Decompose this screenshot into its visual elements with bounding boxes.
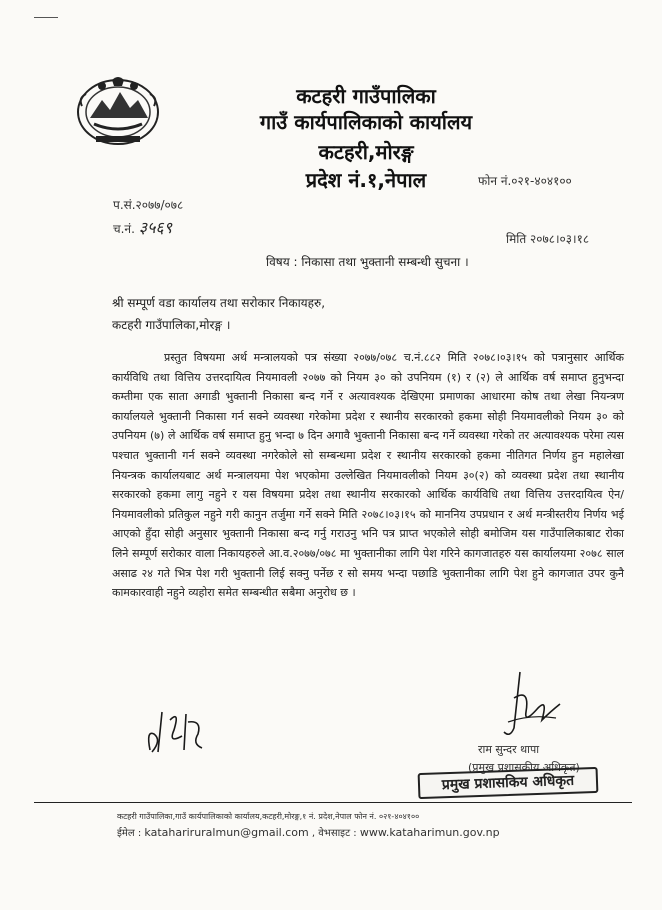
office-name: कटहरी गाउँपालिका <box>296 84 436 108</box>
reference-number: प.सं.२०७७/०७८ <box>113 198 184 212</box>
letter-date: मिति २०७८।०३।१८ <box>506 232 590 246</box>
official-stamp: प्रमुख प्रशासकिय अधिकृत <box>418 767 599 799</box>
footer-contact <box>117 825 500 839</box>
dispatch-number <box>113 216 172 238</box>
website-link[interactable]: www.kataharimun.gov.np <box>359 826 500 839</box>
office-location: कटहरी,मोरङ्ग <box>318 140 414 164</box>
footer-divider <box>34 802 632 803</box>
website-label: , वेभसाइट : <box>311 828 357 839</box>
office-phone: फोन नं.०२१-४०४१०० <box>478 174 572 188</box>
signature-mark <box>490 668 570 746</box>
letter-body: प्रस्तुत विषयमा अर्थ मन्त्रालयको पत्र संख्या २०७७/०७८ च.नं.८८२ मिति २०७८।०३।१५ को पत्रानुसार आर्थिक कार्यविधि तथा वित्तिय उत्तरदायित्व नियमावली २०७७ को नियम ३० को उपनियम (१) र (२) ले आर्थिक वर्ष समाप्त हुनुभन्दा कम्तीमा एक साता अगाडी भुक्तानी निकासा बन्द गर्ने र अत्यावश्यक देखिएमा प्रमाणका आधारमा कोष तथा लेखा नियन्त्रण कार्यालयले भुक्तानी निकासा गर्न सक्ने व्यवस्था गरेकोमा प्रदेश र स्थानीय सरकारको हकमा सोही नियमावलीको नियम ३० को उपनियम (७) ले आर्थिक वर्ष समाप्त हुनु भन्दा ७ दिन अगावै भुक्तानी निकासा बन्द गर्ने व्यवस्था गरेको तर अत्यावश्यक परेमा त्यस पश्चात भुक्तानी गर्न सक्ने व्यवस्था नगरेकोले सो सम्बन्धमा प्रदेश र स्थानीय सरकारको हकमा नीतिगत निर्णय हुन महालेखा नियन्त्रक कार्यालयबाट अर्थ मन्त्रालयमा पेश भएकोमा उल्लेखित नियमावलीको नियम ३०(२) को व्यवस्था प्रदेश तथा स्थानीय सरकारको हकमा लागु नहुने र यस विषयमा प्रदेश तथा स्थानीय सरकारको आर्थिक कार्यविधि तथा वित्तिय उत्तरदायित्व ऐन/नियमावलीको प्रतिकुल नहुने गरी कानुन तर्जुमा गर्ने सक्ने मिति २०७८।०३।१५ को माननिय उपप्रधान र अर्थ मन्त्रीस्तरीय निर्णय भई आएको हुँदा सोही अनुसार भुक्तानी निकासा बन्द गर्नु गराउनु भनि पत्र प्राप्त भएकोले सोही बमोजिम यस गाउँपालिकाबाट रोका लिने सम्पूर्ण सरोकार वाला निकायहरुले आ.व.२०७७/०७८ मा भुक्तानीका लागि पेश गरिने कागजातहरु यस कार्यालयमा २०७८ साल असाढ २४ गते भित्र पेश गरी भुक्तानी लिई सक्नु पर्नेछ र सो समय भन्दा पछाडि भुक्तानीका लागि पेश हुने कागजात उपर कुनै कामकारवाही नहुने व्यहोरा समेत सम्बन्धीत सबैमा अनुरोध छ । <box>112 351 624 600</box>
email-label: ईमेल : <box>117 828 142 839</box>
footer-address: कटहरी गाउँपालिका,गाउँ कार्यपालिकाको कार्यालय,कटहरी,मोरङ्ग,१ नं. प्रदेश,नेपाल फोन नं. ०२१-४०४१०० <box>117 812 420 821</box>
recipient-line-1: श्री सम्पूर्ण वडा कार्यालय तथा सरोकार निकायहरु, <box>112 296 326 310</box>
margin-mark <box>34 17 58 18</box>
signatory-title: (प्रमुख प्रशासकीय अधिकृत) <box>468 761 580 774</box>
signatory-name: राम सुन्दर थापा <box>478 743 540 756</box>
office-title: गाउँ कार्यपालिकाको कार्यालय <box>259 110 473 134</box>
recipient-line-2: कटहरी गाउँपालिका,मोरङ्ग । <box>112 318 231 332</box>
email-link[interactable]: katahariruralmun@gmail.com <box>144 826 309 839</box>
dispatch-label: च.नं. <box>113 222 135 236</box>
initials-mark <box>140 700 210 758</box>
office-province: प्रदेश नं.१,नेपाल <box>305 168 427 192</box>
letter-subject: विषय : निकासा तथा भुक्तानी सम्बन्धी सुचना । <box>266 255 469 269</box>
nepal-emblem-icon <box>72 72 164 148</box>
dispatch-value: ३५६९ <box>138 218 173 237</box>
